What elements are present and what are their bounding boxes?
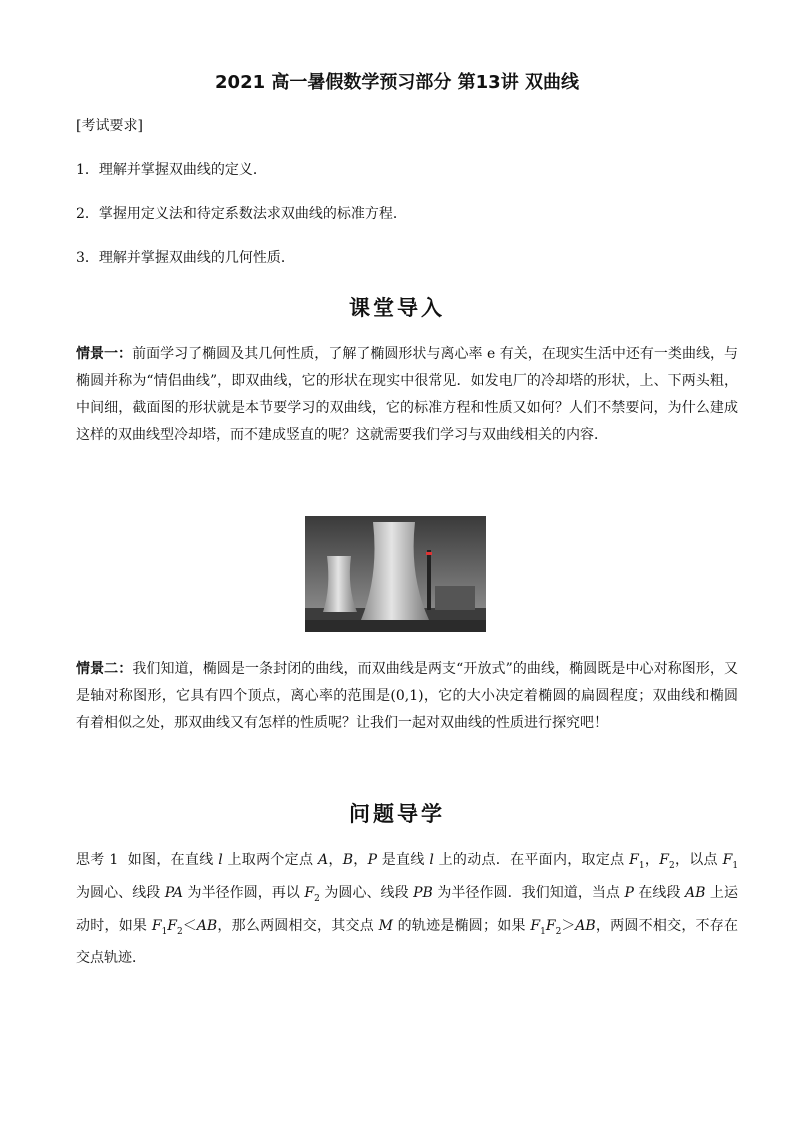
requirement-item-1: 1．理解并掌握双曲线的定义． (76, 162, 267, 178)
section-heading-problem-guide: 问题导学 (349, 802, 445, 826)
scene-two-text: 我们知道，椭圆是一条封闭的曲线，而双曲线是两支“开放式”的曲线，椭圆既是中心对称图形，又是轴对称图形，它具有四个顶点，离心率的范围是(0,1)，它的大小决定着椭圆的扁圆程度；双曲线和椭圆有着相似之处，那双曲线又有怎样的性质呢？让我们一起对双曲线的性质进行探究吧！ (76, 661, 739, 731)
section-heading-classroom-intro: 课堂导入 (349, 296, 445, 320)
document-title: 2021 高一暑假数学预习部分 第13讲 双曲线 (215, 72, 579, 93)
scene-two-paragraph (76, 656, 738, 737)
scene-one-lead: 情景一： (76, 346, 133, 362)
requirements-heading: [考试要求] (76, 118, 143, 134)
cooling-tower-photo (305, 516, 486, 632)
requirement-item-3: 3．理解并掌握双曲线的几何性质． (76, 250, 295, 266)
think-one-paragraph: 思考 1 如图，在直线 l 上取两个定点 A，B，P 是直线 l 上的动点．在平面内，取定点 $F_1$，$F_2$，以点 $F_1$ 为圆心、线段 PA 为半径作圆，再以 $F_2$ 为圆心、线段 PB 为半径作圆．我们知道，当点 P 在线段 AB 上运动时，如果 $F_1F_2<AB$，那么两圆相交，其交点 M 的轨迹是椭圆；如果 $F_1F_2>AB$，两圆不相交，不存在交点轨迹． (76, 852, 739, 967)
requirement-item-2: 2．掌握用定义法和待定系数法求双曲线的标准方程． (76, 206, 407, 222)
scene-two-lead: 情景二： (76, 661, 133, 677)
scene-one-paragraph (76, 341, 738, 449)
think-one-lead: 思考 1 (76, 852, 119, 868)
scene-one-text: 前面学习了椭圆及其几何性质，了解了椭圆形状与离心率 e 有关，在现实生活中还有一类曲线，与椭圆并称为“情侣曲线”，即双曲线，它的形状在现实中很常见．如发电厂的冷却塔的形状，上、下两头粗，中间细，截面图的形状就是本节要学习的双曲线，它的标准方程和性质又如何？人们不禁要问，为什么建成这样的双曲线型冷却塔，而不建成竖直的呢？这就需要我们学习与双曲线相关的内容． (76, 346, 739, 443)
